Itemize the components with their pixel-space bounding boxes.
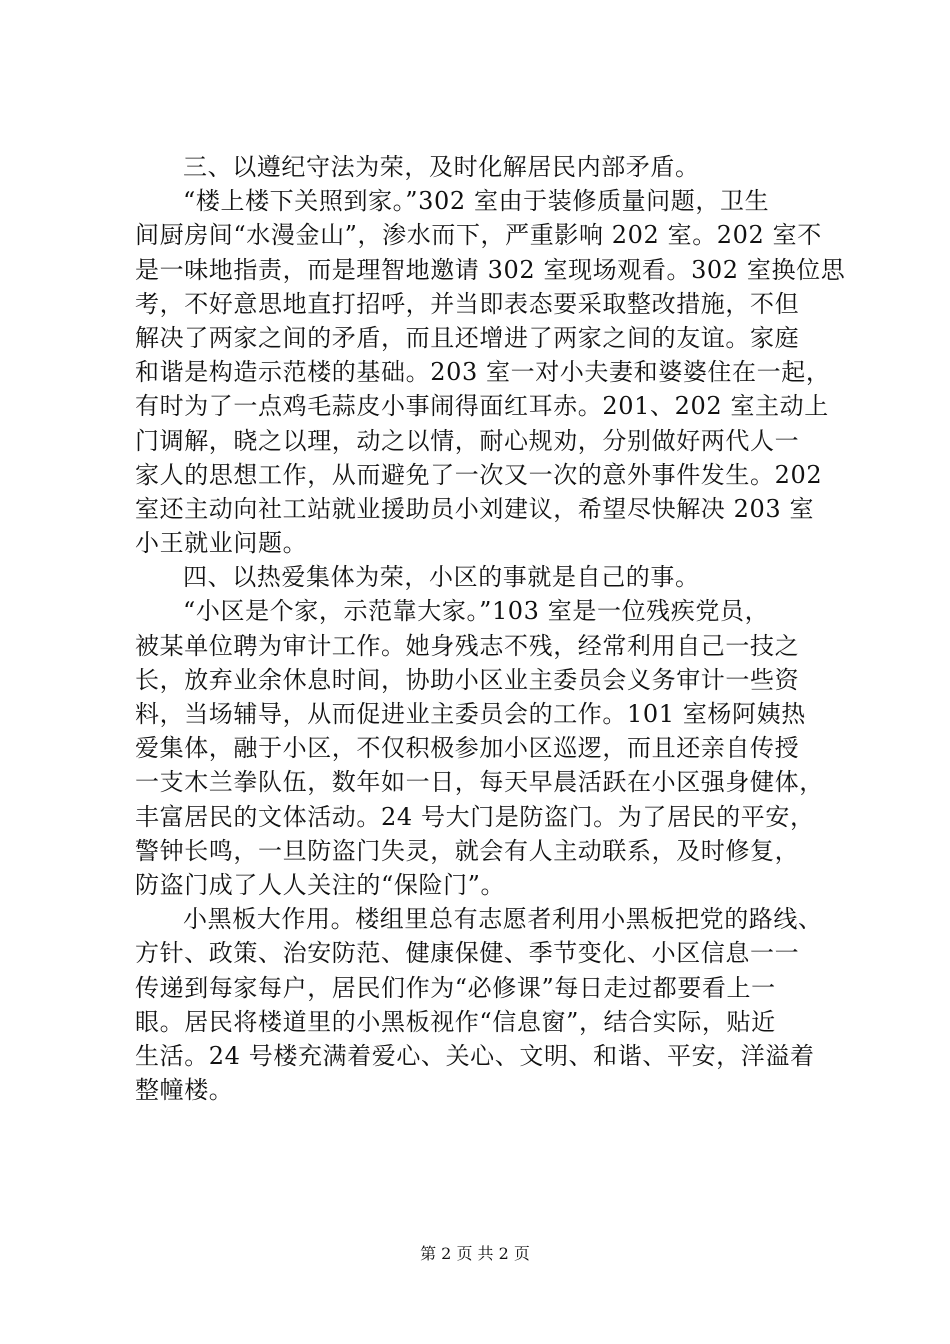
text-line: 防盗门成了人人关注的“保险门”。 — [135, 870, 506, 899]
text-line: 间厨房间“水漫金山”，渗水而下，严重影响 202 室。202 室不 — [135, 221, 822, 250]
text-line: 小王就业问题。 — [135, 529, 308, 558]
text-line: 被某单位聘为审计工作。她身残志不残，经常利用自己一技之 — [135, 631, 800, 660]
text-line: 传递到每家每户，居民们作为“必修课”每日走过都要看上一 — [135, 973, 776, 1002]
text-line: 小黑板大作用。楼组里总有志愿者利用小黑板把党的路线、 — [183, 905, 823, 934]
text-line: 考，不好意思地直打招呼，并当即表态要采取整改措施，不但 — [135, 289, 800, 318]
text-line: 是一味地指责，而是理智地邀请 302 室现场观看。302 室换位思 — [135, 255, 846, 284]
text-line: 有时为了一点鸡毛蒜皮小事闹得面红耳赤。201、202 室主动上 — [135, 392, 829, 421]
text-line: “楼上楼下关照到家。”302 室由于装修质量问题，卫生 — [183, 187, 770, 216]
text-line: 门调解，晓之以理，动之以情，耐心规劝，分别做好两代人一 — [135, 426, 800, 455]
text-line: 一支木兰拳队伍，数年如一日，每天早晨活跃在小区强身健体， — [135, 768, 824, 797]
text-line: 警钟长鸣，一旦防盗门失灵，就会有人主动联系，及时修复， — [135, 836, 800, 865]
text-line: 家人的思想工作，从而避免了一次又一次的意外事件发生。202 — [135, 460, 823, 489]
text-line: 解决了两家之间的矛盾，而且还增进了两家之间的友谊。家庭 — [135, 323, 800, 352]
text-line: 料，当场辅导，从而促进业主委员会的工作。101 室杨阿姨热 — [135, 700, 806, 728]
text-line: 眼。居民将楼道里的小黑板视作“信息窗”，结合实际，贴近 — [135, 1007, 776, 1036]
page-number-footer: 第 2 页 共 2 页 — [420, 1244, 530, 1263]
text-line: 爱集体，融于小区，不仅积极参加小区巡逻，而且还亲自传授 — [135, 734, 800, 763]
body-text — [135, 150, 846, 1107]
section-heading-4: 四、以热爱集体为荣，小区的事就是自己的事。 — [183, 563, 700, 592]
text-line: 室还主动向社工站就业援助员小刘建议，希望尽快解决 203 室 — [135, 494, 815, 523]
text-line: 长，放弃业余休息时间，协助小区业主委员会义务审计一些资 — [135, 665, 800, 694]
section-heading-3: 三、以遵纪守法为荣，及时化解居民内部矛盾。 — [183, 153, 700, 181]
text-line: 整幢楼。 — [135, 1076, 234, 1105]
text-line: 丰富居民的文体活动。24 号大门是防盗门。为了居民的平安， — [135, 802, 815, 831]
text-line: 生活。24 号楼充满着爱心、关心、文明、和谐、平安，洋溢着 — [135, 1041, 815, 1070]
text-line: 和谐是构造示范楼的基础。203 室一对小夫妻和婆婆住在一起， — [135, 358, 831, 387]
text-line: “小区是个家，示范靠大家。”103 室是一位残疾党员， — [183, 597, 770, 626]
text-line: 方针、政策、治安防范、健康保健、季节变化、小区信息一一 — [135, 939, 800, 968]
